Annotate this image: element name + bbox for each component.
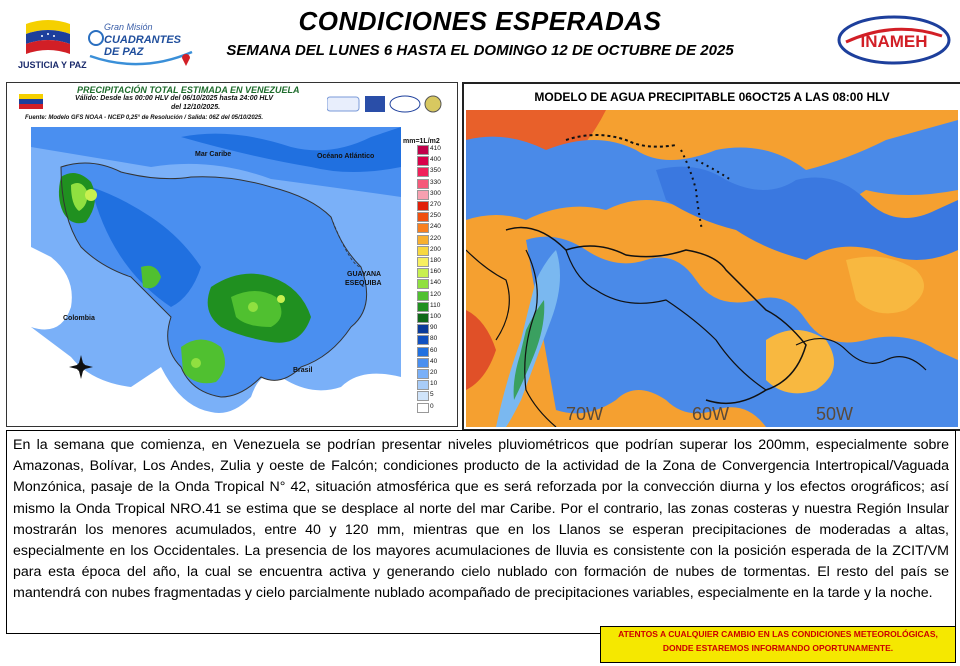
logo-mid-line2: CUADRANTES DE PAZ — [104, 34, 181, 58]
legend-swatch — [417, 201, 429, 211]
legend-label: 60 — [430, 346, 438, 354]
legend-label: 220 — [430, 234, 441, 242]
legend-swatch — [417, 246, 429, 256]
legend-row — [417, 167, 449, 175]
legend-row — [417, 380, 449, 388]
legend-row — [417, 324, 449, 332]
legend-row — [417, 391, 449, 399]
inameh-logo-text: INAMEH — [860, 32, 928, 51]
legend-label: 100 — [430, 313, 441, 320]
logo-caption: JUSTICIA Y PAZ — [18, 60, 87, 70]
legend-row — [417, 358, 449, 366]
legend-row — [417, 302, 449, 310]
legend-label: 160 — [430, 268, 441, 276]
partner-logos — [327, 93, 443, 115]
legend-row — [417, 156, 449, 164]
legend-row — [417, 369, 449, 377]
legend-row — [417, 246, 449, 254]
legend-label: 80 — [430, 335, 438, 343]
legend-swatch — [417, 335, 429, 345]
lon-label-50w: 50W — [816, 404, 854, 424]
warning-line2: DONDE ESTAREMOS INFORMANDO OPORTUNAMENTE. — [662, 643, 894, 653]
legend-row — [417, 223, 449, 231]
precipitable-water-map — [466, 110, 958, 427]
warning-line1: ATENTOS A CUALQUIER CAMBIO EN LAS CONDICIONES METEOROLÓGICAS, — [618, 629, 938, 639]
legend-title: mm=1L/m2 — [403, 138, 440, 145]
logo-mid-line1: Gran Misión — [104, 22, 153, 32]
legend-swatch — [417, 257, 429, 267]
precip-source: Fuente: Modelo GFS NOAA - NCEP 0,25° de Resolución / Salida: 06Z del 05/10/2025. — [25, 115, 264, 121]
legend-row — [417, 212, 449, 220]
warning-box — [600, 626, 956, 663]
legend-row — [417, 279, 449, 287]
label-mar-caribe: Mar Caribe — [195, 151, 232, 158]
legend-row — [417, 235, 449, 243]
legend-swatch — [417, 302, 429, 312]
label-guayana: GUAYANA — [347, 271, 382, 278]
legend-row — [417, 145, 449, 153]
legend-swatch — [417, 156, 429, 166]
precip-legend — [417, 145, 449, 417]
lon-label-70w: 70W — [566, 404, 604, 424]
label-colombia: Colombia — [63, 315, 95, 322]
legend-label: 5 — [430, 391, 434, 399]
legend-row — [417, 291, 449, 299]
inameh-logo — [836, 14, 952, 66]
legend-label: 90 — [430, 324, 438, 332]
legend-swatch — [417, 190, 429, 200]
legend-swatch — [417, 313, 429, 323]
label-oceano-atlantico: Océano Atlántico — [317, 153, 375, 160]
legend-swatch — [417, 380, 429, 390]
lon-label-60w: 60W — [692, 404, 730, 424]
legend-label: 410 — [430, 145, 441, 152]
legend-label: 120 — [430, 290, 441, 298]
legend-label: 400 — [430, 156, 441, 164]
legend-label: 40 — [430, 357, 438, 365]
legend-swatch — [417, 391, 429, 401]
label-esequiba: ESEQUIBA — [345, 280, 382, 287]
label-brasil: Brasil — [293, 367, 313, 374]
legend-row — [417, 335, 449, 343]
legend-label: 330 — [430, 178, 441, 186]
precipitable-water-heading: MODELO DE AGUA PRECIPITABLE 06OCT25 A LAS 08:00 HLV — [464, 84, 960, 110]
legend-swatch — [417, 324, 429, 334]
page-title: CONDICIONES ESPERADAS — [298, 6, 662, 36]
legend-row — [417, 347, 449, 355]
legend-swatch — [417, 369, 429, 379]
legend-row — [417, 257, 449, 265]
venezuela-emblem-icon — [17, 91, 45, 111]
legend-swatch — [417, 268, 429, 278]
legend-label: 140 — [430, 279, 441, 287]
legend-label: 200 — [430, 245, 441, 253]
forecast-description — [6, 430, 956, 634]
page-subtitle: SEMANA DEL LUNES 6 HASTA EL DOMINGO 12 DE OCTUBRE DE 2025 — [226, 42, 734, 59]
legend-swatch — [417, 403, 429, 413]
legend-row — [417, 313, 449, 321]
precipitation-map-panel — [6, 82, 458, 427]
legend-swatch — [417, 212, 429, 222]
legend-swatch — [417, 223, 429, 233]
legend-swatch — [417, 279, 429, 289]
legend-label: 350 — [430, 167, 441, 175]
legend-swatch — [417, 347, 429, 357]
legend-swatch — [417, 235, 429, 245]
legend-row — [417, 179, 449, 187]
legend-swatch — [417, 167, 429, 177]
legend-row — [417, 268, 449, 276]
legend-label: 300 — [430, 189, 441, 197]
legend-label: 240 — [430, 223, 441, 231]
precip-valid-line2: del 12/10/2025. — [171, 104, 221, 111]
legend-row — [417, 190, 449, 198]
legend-swatch — [417, 179, 429, 189]
legend-label: 180 — [430, 257, 441, 264]
legend-label: 10 — [430, 380, 438, 388]
legend-label: 20 — [430, 369, 438, 376]
precipitable-water-panel — [462, 82, 960, 431]
forecast-paragraph: En la semana que comienza, en Venezuela se podrían presentar niveles pluviométricos que podrían superar los 200mm, especialmente sobre Amazonas, Bolívar, Los Andes, Zulia y oeste de Falcón; condiciones producto de la actividad de la Zona de Convergencia Intertropical/Vaguada Monzónica, pasaje de la Onda Tropical N° 42, situación atmosférica que es será reforzada por la convección diurna y los efectos orográficos; así mismo la Onda Tropical NRO.41 se estima que se desplace al norte del mar Caribe. Por el contrario, las zonas costeras y nuestra Región Insular mostrarán los menores acumulados, entre 40 y 120 mm, mientras que en los Llanos se esperan precipitaciones de moderadas a altas, especialmente en los Occidentales. La presencia de los mayores acumulaciones de lluvia es consistente con la posición esperada de la ZCIT/VM para esta época del año, la cual se encuentra activa y generando cielo nublado con formación de nubes de tormentas. El resto del país se mantendrá con nubes fragmentadas y cielo parcialmente nublado acompañado de precipitaciones variables, especialmente en la tarde y la noche. — [13, 437, 949, 602]
legend-swatch — [417, 145, 429, 155]
legend-label: 250 — [430, 212, 441, 220]
legend-label: 110 — [430, 301, 441, 309]
precipitation-map — [31, 127, 401, 419]
legend-row — [417, 201, 449, 209]
legend-swatch — [417, 291, 429, 301]
precip-valid-line1: Válido: Desde las 00:00 HLV del 06/10/2025 hasta 24:00 HLV — [75, 95, 274, 102]
legend-label: 0 — [430, 402, 434, 410]
legend-swatch — [417, 358, 429, 368]
legend-label: 270 — [430, 201, 441, 208]
legend-row — [417, 403, 449, 411]
cuadrantes-de-paz-logo — [86, 16, 196, 70]
precip-heading: PRECIPITACIÓN TOTAL ESTIMADA EN VENEZUELA — [77, 85, 300, 95]
